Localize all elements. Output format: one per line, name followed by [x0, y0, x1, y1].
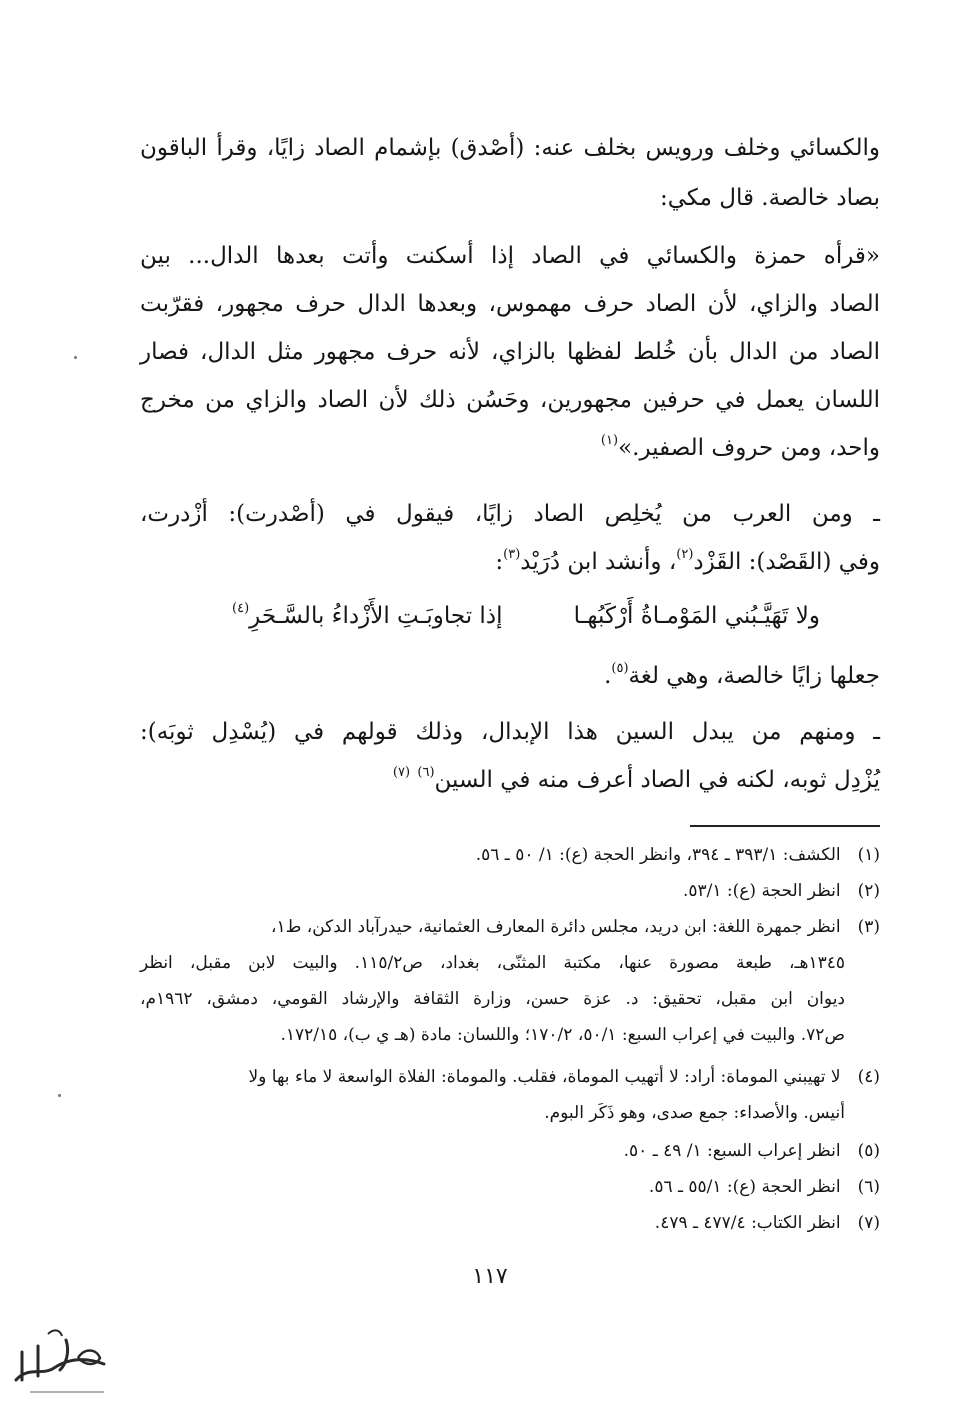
quote-line: [140, 428, 880, 468]
footnote-number: (٦): [857, 1177, 880, 1197]
footnote-text: انظر الحجة (ع): ٥٥/١ ـ ٥٦.: [648, 1177, 841, 1197]
footnote-text: انظر جمهرة اللغة: ابن دريد، مجلس دائرة المعارف العثمانية، حيدرآباد الدكن، ط١،: [270, 917, 841, 937]
body-text: يُزْدِل ثوبه، لكنه في الصاد أعرف منه في السين: [434, 767, 880, 793]
footnote-number: (٤): [857, 1067, 880, 1087]
body-text: :: [495, 549, 504, 575]
footnote-4-line: أنيس. والأصداء: جمع صدى، وهو ذَكَر البوم.: [544, 1103, 845, 1123]
quote-line: الصاد والزاي، لأن الصاد حرف مهموس، وبعدها الدال حرف مجهور، فقرّبت: [140, 291, 880, 317]
footnote-3-line: ١٣٤٥هـ، طبعة مصورة عنها، مكتبة المثنّى، بغداد، ص١١٥/٢. والبيت لابن مقبل، انظر: [140, 953, 845, 973]
footnote-number: (٢): [857, 881, 880, 901]
scan-speck: [58, 1094, 61, 1097]
body-text: وفي (القَصْد): القَزْد: [693, 549, 880, 575]
footnote-5: [140, 1134, 880, 1169]
scan-speck: [74, 356, 77, 359]
footnote-ref: (٢): [676, 547, 694, 563]
verse-hemistich-1: [574, 596, 820, 636]
footnote-3-line: ديوان ابن مقبل، تحقيق: د. عزة حسن، وزارة الثقافة والإرشاد القومي، دمشق، ١٩٦٢م،: [140, 989, 845, 1009]
footnote-ref: (١): [600, 433, 619, 449]
footnote-6: [140, 1170, 880, 1205]
footnote-text: لا تهيبني الموماة: أراد: لا أتهيب الموماة، فقلب. والموماة: الفلاة الواسعة لا ماء بها ولا: [248, 1067, 841, 1087]
body-line: [140, 542, 880, 582]
footnote-2: [140, 874, 880, 909]
body-text: .: [604, 663, 612, 689]
body-text: جعلها زايًا خالصة، وهي لغة: [628, 663, 880, 689]
footnote-text: الكشف: ٣٩٣/١ ـ ٣٩٤، وانظر الحجة (ع): ١/ ٥٠ ـ ٥٦.: [475, 845, 841, 865]
footnote-ref: (٤): [232, 601, 250, 617]
quote-line: «قرأه حمزة والكسائي في الصاد إذا أسكنت وأتت بعدها الدال... بين: [140, 243, 880, 269]
footnote-ref: (٣): [503, 547, 521, 563]
footnote-number: (١): [857, 845, 880, 865]
footnote-ref: (٥): [611, 661, 629, 677]
page-number: ١١٧: [472, 1264, 508, 1289]
body-line: [140, 760, 880, 800]
footnote-3-line: ص٧٢. والبيت في إعراب السبع: ٥٠/١، ١٧٠/٢؛ واللسان: مادة (هـ ي ب)، ١٧٢/١٥.: [280, 1025, 845, 1045]
hemistich-text: إذا تجاوبَـتِ الأَزْداءُ بالسَّـحَرِ: [249, 603, 503, 629]
hemistich-text: ولا تَهَيَّـبُني المَوْمـاةُ أَرْكَبُهـا: [573, 603, 820, 629]
body-line: [140, 656, 880, 696]
footnote-text: انظر إعراب السبع: ١/ ٤٩ ـ ٥٠.: [623, 1141, 841, 1161]
watermark-logo: [8, 1318, 118, 1408]
quote-end-text: واحد، ومن حروف الصفير.»: [618, 435, 880, 461]
body-line: ـ ومن العرب من يُخلِص الصاد زايًا، فيقول في (أصْدرت): أزْدرت،: [140, 501, 880, 527]
footnote-number: (٣): [857, 917, 880, 937]
footnote-separator: [690, 825, 880, 827]
footnote-text: انظر الكتاب: ٤٧٧/٤ ـ ٤٧٩.: [654, 1213, 841, 1233]
footnote-3: [140, 910, 880, 945]
quote-line: الصاد من الدال بأن خُلط لفظها بالزاي، لأنه حرف مجهور مثل الدال، فصار: [140, 339, 880, 365]
body-line: بصاد خالصة. قال مكي:: [659, 185, 880, 211]
footnote-ref: (٦): [417, 765, 435, 781]
footnote-number: (٥): [857, 1141, 880, 1161]
verse-hemistich-2: [232, 596, 502, 636]
footnote-1: [140, 838, 880, 873]
footnote-ref: (٧): [392, 765, 411, 781]
quote-line: اللسان يعمل في حرفين مجهورين، وحَسُن ذلك لأن الصاد والزاي من مخرج: [140, 387, 880, 413]
footnote-7: [140, 1206, 880, 1241]
footnote-4: [140, 1060, 880, 1095]
footnote-text: انظر الحجة (ع): ٥٣/١.: [682, 881, 841, 901]
footnote-number: (٧): [857, 1213, 880, 1233]
body-line: والكسائي وخلف ورويس بخلف عنه: (أصْدق) بإشمام الصاد زايًا، وقرأ الباقون: [140, 135, 880, 161]
body-line: ـ ومنهم من يبدل السين هذا الإبدال، وذلك قولهم في (يُسْدِل ثوبَه):: [140, 719, 880, 745]
body-text: ، وأنشد ابن دُرَيْد: [520, 549, 677, 575]
